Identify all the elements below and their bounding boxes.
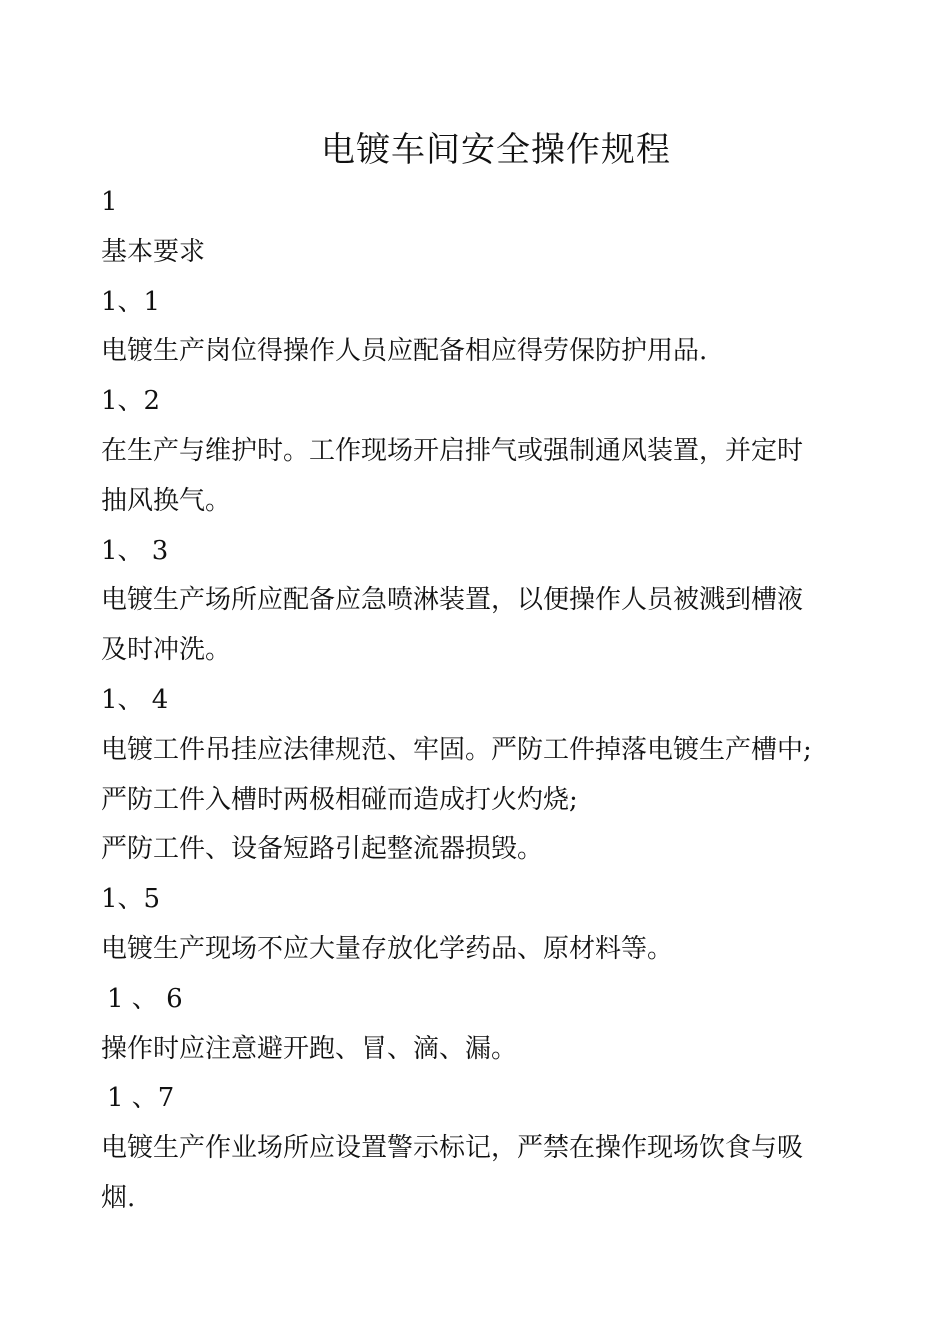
clause-text: 在生产与维护时。工作现场开启排气或强制通风装置，并定时 <box>101 435 804 466</box>
clause-text: 严防工件、设备短路引起整流器损毁。 <box>101 834 544 865</box>
clause-text: 电镀生产作业场所应设置警示标记，严禁在操作现场饮食与吸 <box>101 1133 804 1164</box>
clause-text: 严防工件入槽时两极相碰而造成打火灼烧; <box>101 784 578 815</box>
section-number: 1 <box>101 187 118 217</box>
clause-number: 1 、7 <box>107 1083 175 1114</box>
document-body <box>101 178 901 1224</box>
clause-text: 及时冲洗。 <box>101 635 232 666</box>
clause-number: 1、 3 <box>101 535 169 566</box>
clause-text: 操作时应注意避开跑、冒、滴、漏。 <box>101 1033 518 1064</box>
clause-text: 电镀工件吊挂应法律规范、牢固。严防工件掉落电镀生产槽中; <box>101 734 812 765</box>
clause-text: 电镀生产岗位得操作人员应配备相应得劳保防护用品. <box>101 336 708 367</box>
clause-text: 抽风换气。 <box>101 485 232 516</box>
section-heading: 基本要求 <box>101 236 206 267</box>
clause-number: 1、 4 <box>101 684 169 715</box>
clause-number: 1、1 <box>101 286 161 317</box>
clause-text: 电镀生产现场不应大量存放化学药品、原材料等。 <box>101 933 674 964</box>
clause-number: 1、2 <box>101 386 161 417</box>
clause-text: 电镀生产场所应配备应急喷淋装置，以便操作人员被溅到槽液 <box>101 585 804 616</box>
document-title: 电镀车间安全操作规程 <box>321 130 671 170</box>
clause-number: 1 、 6 <box>107 983 183 1014</box>
clause-number: 1、5 <box>101 884 161 915</box>
clause-text: 烟. <box>101 1182 136 1213</box>
